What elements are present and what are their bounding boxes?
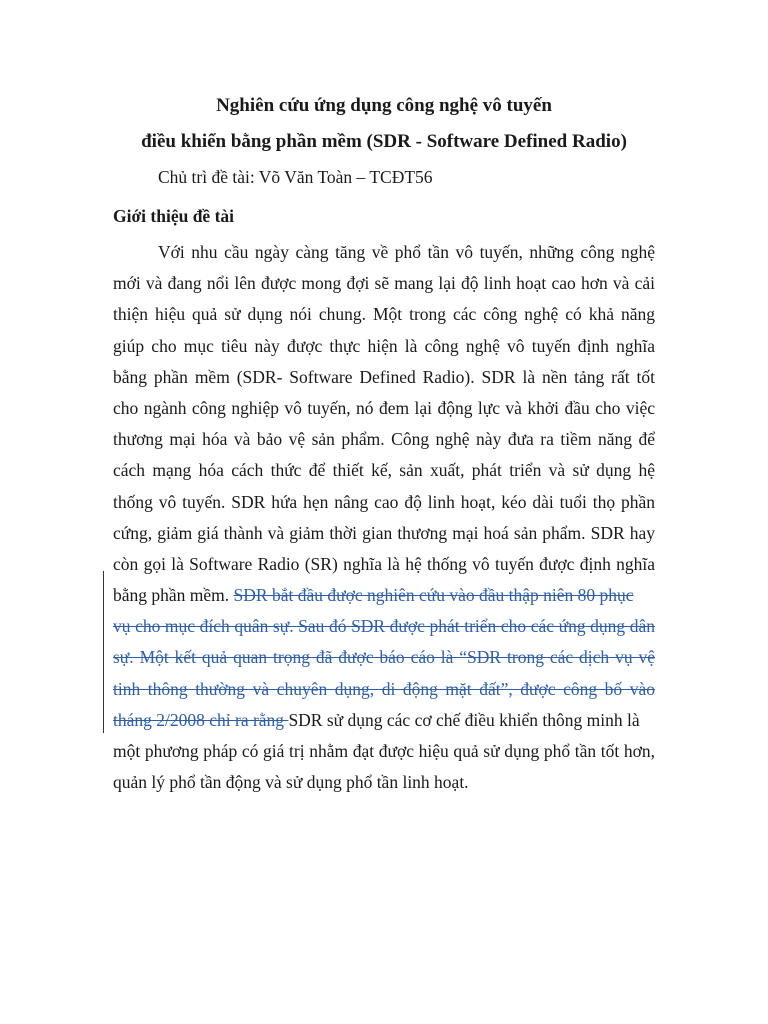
body-line: một phương pháp có giá trị nhằm đạt được hiệu quả sử dụng phổ tần tốt hơn, (113, 741, 655, 761)
body-line: thiện hiệu quả sử dụng nói chung. Một trong các công nghệ có khả năng (113, 304, 655, 325)
tracked-deletion: SDR bắt đầu được nghiên cứu vào đầu thập niên 80 phục (233, 585, 634, 606)
body-line: thống vô tuyến. SDR hứa hẹn nâng cao độ linh hoạt, kéo dài tuổi thọ phần (113, 491, 655, 512)
tracked-deletion-line: sự. Một kết quả quan trọng đã được báo cáo là “SDR trong các dịch vụ vệ (113, 647, 655, 668)
body-line: cho ngành công nghiệp vô tuyến, nó đem lại động lực và khởi đầu cho việc (113, 397, 655, 418)
plain-text: SDR sử dụng các cơ chế điều khiển thông minh là (288, 709, 640, 730)
body-line: cách mạng hóa cách thức để thiết kế, sản xuất, phát triển và sử dụng hệ (113, 460, 655, 481)
section-heading: Giới thiệu đề tài (113, 206, 235, 226)
body-line-mixed (113, 580, 655, 611)
document-title-line-2: điều khiển bằng phần mềm (SDR - Software Defined Radio) (141, 131, 627, 152)
body-line: còn gọi là Software Radio (SR) nghĩa là hệ thống vô tuyến được định nghĩa (113, 553, 655, 574)
body-line: Với nhu cầu ngày càng tăng về phổ tần vô tuyến, những công nghệ (158, 242, 655, 262)
body-line: quản lý phổ tần động và sử dụng phổ tần linh hoạt. (113, 772, 469, 793)
body-paragraph (113, 237, 655, 798)
document-title-line-1: Nghiên cứu ứng dụng công nghệ vô tuyến (216, 95, 552, 116)
body-line: mới và đang nổi lên được mong đợi sẽ mang lại độ linh hoạt cao hơn và cải (113, 273, 655, 294)
body-line: bằng phần mềm (SDR- Software Defined Radio). SDR là nền tảng rất tốt (113, 366, 655, 387)
body-line-mixed (113, 705, 655, 736)
change-bar (103, 571, 104, 733)
body-line: giúp cho mục tiêu này được thực hiện là công nghệ vô tuyến định nghĩa (113, 335, 655, 356)
author-line: Chủ trì đề tài: Võ Văn Toàn – TCĐT56 (158, 167, 433, 187)
tracked-deletion: tháng 2/2008 chỉ ra rằng (113, 709, 289, 730)
tracked-deletion-line: vụ cho mục đích quân sự. Sau đó SDR được phát triển cho các ứng dụng dân (113, 616, 655, 637)
body-line: cứng, giảm giá thành và giảm thời gian thương mại hoá sản phẩm. SDR hay (113, 522, 655, 543)
tracked-deletion-line: tinh thông thường và chuyên dụng, di động mặt đất”, được công bố vào (113, 678, 655, 699)
body-line: thương mại hóa và bảo vệ sản phẩm. Công nghệ này đưa ra tiềm năng để (113, 429, 655, 450)
plain-text: bằng phần mềm. (113, 585, 234, 606)
